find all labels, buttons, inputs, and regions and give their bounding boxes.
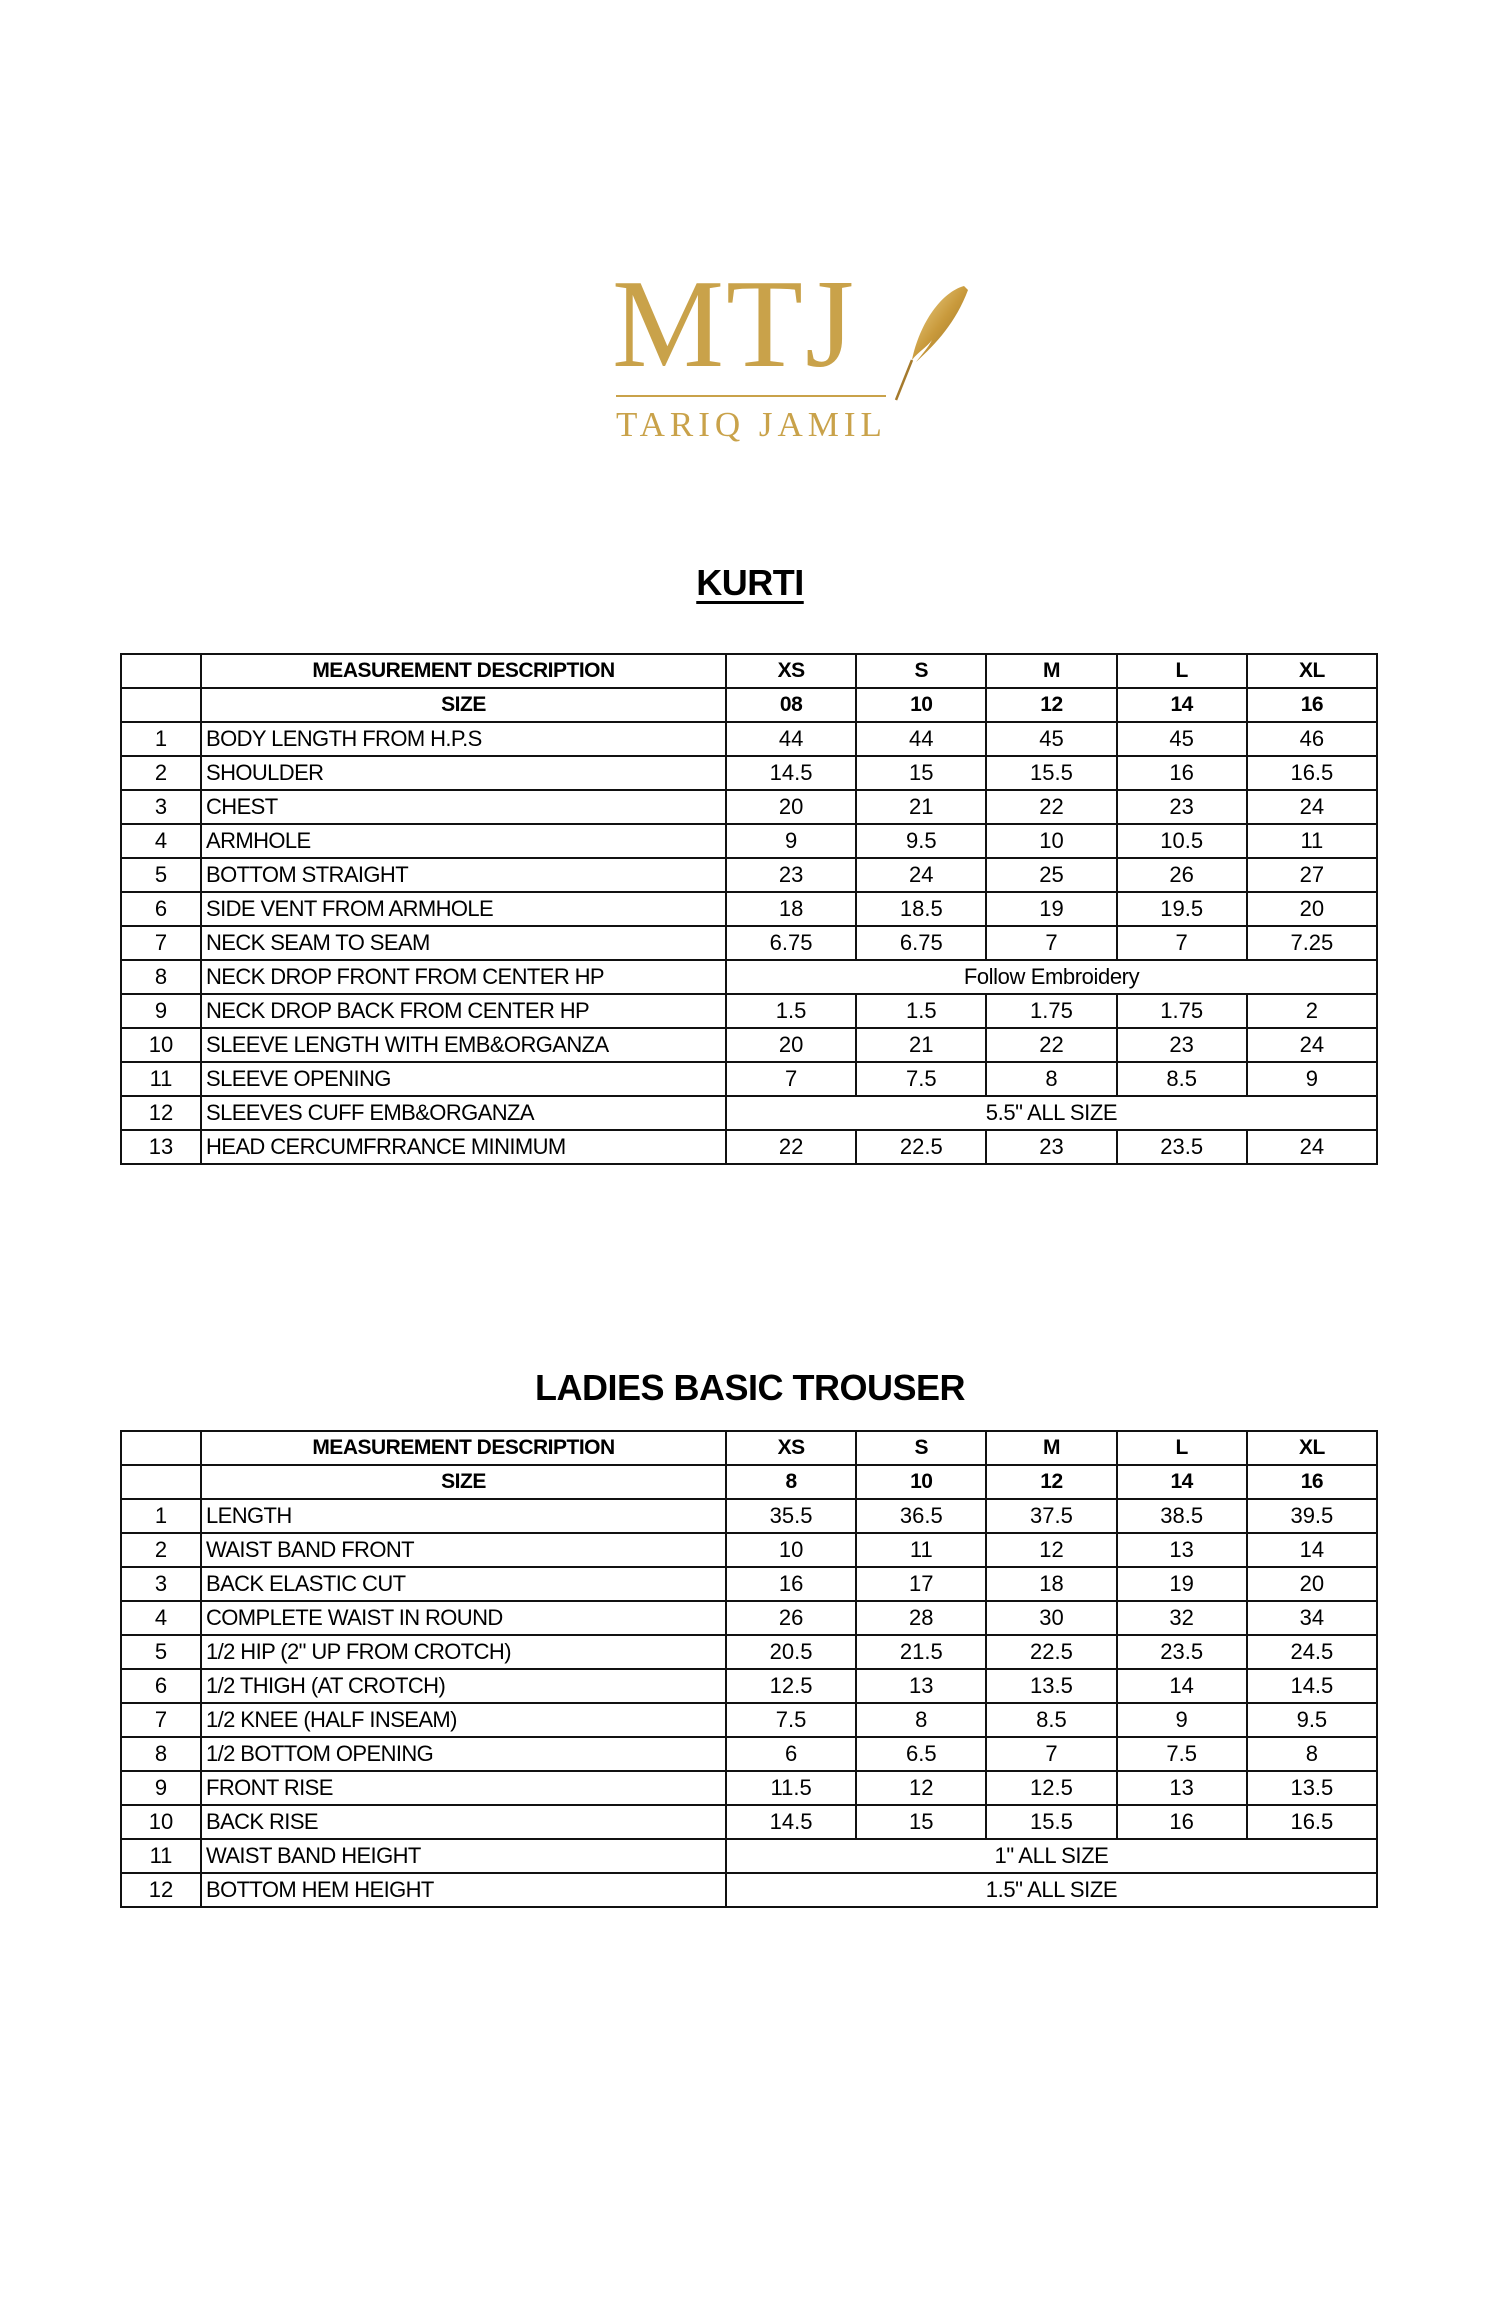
measurement-description: ARMHOLE	[201, 824, 726, 858]
measurement-value: 15	[856, 1805, 986, 1839]
brand-logo	[612, 255, 972, 452]
size-number-header: 10	[856, 1465, 986, 1499]
size-number-header: 8	[726, 1465, 856, 1499]
measurement-row	[121, 926, 1377, 960]
measurement-value: 11.5	[726, 1771, 856, 1805]
measurement-description: SLEEVES CUFF EMB&ORGANZA	[201, 1096, 726, 1130]
row-number: 6	[121, 1669, 201, 1703]
measurement-value: 24	[1247, 790, 1377, 824]
measurement-value: 23.5	[1117, 1635, 1247, 1669]
measurement-value: 46	[1247, 722, 1377, 756]
size-number-header: 16	[1247, 688, 1377, 722]
measurement-value: 45	[1117, 722, 1247, 756]
measurement-value: 20	[1247, 892, 1377, 926]
measurement-value: 23	[1117, 1028, 1247, 1062]
measurement-value: 8.5	[986, 1703, 1116, 1737]
measurement-value: 9	[1117, 1703, 1247, 1737]
measurement-value: 24.5	[1247, 1635, 1377, 1669]
row-number: 13	[121, 1130, 201, 1164]
logo-monogram: MTJ	[612, 255, 857, 394]
measurement-row	[121, 756, 1377, 790]
row-number: 12	[121, 1873, 201, 1907]
measurement-description: 1/2 BOTTOM OPENING	[201, 1737, 726, 1771]
measurement-value: 9	[726, 824, 856, 858]
measurement-description: WAIST BAND HEIGHT	[201, 1839, 726, 1873]
measurement-description: NECK SEAM TO SEAM	[201, 926, 726, 960]
measurement-description: NECK DROP BACK FROM CENTER HP	[201, 994, 726, 1028]
measurement-value: 1.75	[986, 994, 1116, 1028]
measurement-value: 27	[1247, 858, 1377, 892]
measurement-value: 23	[1117, 790, 1247, 824]
measurement-value: 21	[856, 790, 986, 824]
measurement-value: 13	[856, 1669, 986, 1703]
measurement-row	[121, 1062, 1377, 1096]
measurement-value: 1.75	[1117, 994, 1247, 1028]
measurement-description: LENGTH	[201, 1499, 726, 1533]
measurement-value: 14.5	[726, 756, 856, 790]
measurement-description: CHEST	[201, 790, 726, 824]
measurement-value: 24	[1247, 1130, 1377, 1164]
measurement-value: 20	[726, 790, 856, 824]
size-label: SIZE	[201, 688, 726, 722]
measurement-row	[121, 1737, 1377, 1771]
measurement-value: 18	[986, 1567, 1116, 1601]
measurement-value: 22	[986, 1028, 1116, 1062]
measurement-value: 12.5	[986, 1771, 1116, 1805]
measurement-value: 7	[726, 1062, 856, 1096]
measurement-value: 18.5	[856, 892, 986, 926]
measurement-description: HEAD CERCUMFRRANCE MINIMUM	[201, 1130, 726, 1164]
measurement-description: 1/2 THIGH (AT CROTCH)	[201, 1669, 726, 1703]
row-number: 4	[121, 1601, 201, 1635]
measurement-value: 20	[1247, 1567, 1377, 1601]
all-sizes-value: 5.5" ALL SIZE	[726, 1096, 1377, 1130]
row-number: 11	[121, 1839, 201, 1873]
measurement-value: 19.5	[1117, 892, 1247, 926]
measurement-row	[121, 722, 1377, 756]
measurement-row	[121, 1601, 1377, 1635]
measurement-row	[121, 1130, 1377, 1164]
measurement-value: 12.5	[726, 1669, 856, 1703]
measurement-row	[121, 1567, 1377, 1601]
measurement-value: 10	[726, 1533, 856, 1567]
size-column-header: XL	[1247, 654, 1377, 688]
measurement-value: 45	[986, 722, 1116, 756]
size-letter-header-row	[121, 1431, 1377, 1465]
row-number: 10	[121, 1805, 201, 1839]
measurement-value: 7.5	[856, 1062, 986, 1096]
size-label: SIZE	[201, 1465, 726, 1499]
measurement-row	[121, 994, 1377, 1028]
measurement-value: 21	[856, 1028, 986, 1062]
measurement-description: BOTTOM STRAIGHT	[201, 858, 726, 892]
measurement-value: 11	[856, 1533, 986, 1567]
measurement-value: 22.5	[856, 1130, 986, 1164]
measurement-description: FRONT RISE	[201, 1771, 726, 1805]
measurement-row	[121, 1533, 1377, 1567]
measurement-value: 14.5	[1247, 1669, 1377, 1703]
measurement-value: 44	[726, 722, 856, 756]
description-column-header: MEASUREMENT DESCRIPTION	[201, 654, 726, 688]
measurement-value: 8	[986, 1062, 1116, 1096]
row-number-header	[121, 654, 201, 688]
measurement-row	[121, 1805, 1377, 1839]
measurement-description: 1/2 HIP (2" UP FROM CROTCH)	[201, 1635, 726, 1669]
measurement-value: 7	[1117, 926, 1247, 960]
measurement-value: 16	[726, 1567, 856, 1601]
feather-quill-icon	[882, 282, 972, 402]
row-number: 8	[121, 960, 201, 994]
measurement-value: 12	[856, 1771, 986, 1805]
size-column-header: M	[986, 654, 1116, 688]
measurement-value: 16	[1117, 1805, 1247, 1839]
measurement-value: 28	[856, 1601, 986, 1635]
measurement-description: COMPLETE WAIST IN ROUND	[201, 1601, 726, 1635]
measurement-value: 1.5	[726, 994, 856, 1028]
measurement-value: 23	[726, 858, 856, 892]
logo-divider	[616, 395, 886, 397]
measurement-row	[121, 1635, 1377, 1669]
row-number: 7	[121, 926, 201, 960]
size-number-header: 12	[986, 688, 1116, 722]
measurement-value: 7.5	[726, 1703, 856, 1737]
kurti-section-title: KURTI	[696, 562, 804, 603]
trouser-size-chart-table	[120, 1430, 1378, 1908]
measurement-value: 22.5	[986, 1635, 1116, 1669]
row-number: 12	[121, 1096, 201, 1130]
measurement-value: 13.5	[986, 1669, 1116, 1703]
size-column-header: L	[1117, 654, 1247, 688]
measurement-value: 16.5	[1247, 1805, 1377, 1839]
measurement-value: 8	[1247, 1737, 1377, 1771]
row-number: 6	[121, 892, 201, 926]
measurement-row	[121, 824, 1377, 858]
measurement-value: 14	[1247, 1533, 1377, 1567]
measurement-value: 10	[986, 824, 1116, 858]
measurement-description: SHOULDER	[201, 756, 726, 790]
measurement-value: 26	[726, 1601, 856, 1635]
measurement-row	[121, 1839, 1377, 1873]
row-number: 5	[121, 1635, 201, 1669]
row-number: 5	[121, 858, 201, 892]
measurement-row	[121, 858, 1377, 892]
measurement-row	[121, 790, 1377, 824]
size-number-header: 10	[856, 688, 986, 722]
measurement-value: 21.5	[856, 1635, 986, 1669]
measurement-value: 15.5	[986, 1805, 1116, 1839]
measurement-value: 30	[986, 1601, 1116, 1635]
measurement-value: 13	[1117, 1771, 1247, 1805]
measurement-description: 1/2 KNEE (HALF INSEAM)	[201, 1703, 726, 1737]
size-column-header: XS	[726, 1431, 856, 1465]
measurement-value: 13.5	[1247, 1771, 1377, 1805]
measurement-value: 34	[1247, 1601, 1377, 1635]
measurement-value: 24	[856, 858, 986, 892]
measurement-value: 7.5	[1117, 1737, 1247, 1771]
measurement-value: 36.5	[856, 1499, 986, 1533]
measurement-value: 39.5	[1247, 1499, 1377, 1533]
measurement-description: BACK RISE	[201, 1805, 726, 1839]
measurement-description: BOTTOM HEM HEIGHT	[201, 1873, 726, 1907]
measurement-row	[121, 1499, 1377, 1533]
row-number: 4	[121, 824, 201, 858]
measurement-value: 37.5	[986, 1499, 1116, 1533]
measurement-value: 7.25	[1247, 926, 1377, 960]
size-number-header-row	[121, 688, 1377, 722]
measurement-value: 7	[986, 926, 1116, 960]
kurti-size-chart-table	[120, 653, 1378, 1165]
measurement-value: 8	[856, 1703, 986, 1737]
description-column-header: MEASUREMENT DESCRIPTION	[201, 1431, 726, 1465]
row-number: 8	[121, 1737, 201, 1771]
measurement-row	[121, 1669, 1377, 1703]
measurement-value: 13	[1117, 1533, 1247, 1567]
size-column-header: S	[856, 1431, 986, 1465]
measurement-value: 11	[1247, 824, 1377, 858]
measurement-value: 16	[1117, 756, 1247, 790]
size-column-header: XS	[726, 654, 856, 688]
measurement-row	[121, 892, 1377, 926]
measurement-value: 38.5	[1117, 1499, 1247, 1533]
size-number-header: 14	[1117, 688, 1247, 722]
all-sizes-value: 1.5" ALL SIZE	[726, 1873, 1377, 1907]
measurement-value: 44	[856, 722, 986, 756]
measurement-value: 18	[726, 892, 856, 926]
measurement-description: BACK ELASTIC CUT	[201, 1567, 726, 1601]
row-number: 11	[121, 1062, 201, 1096]
size-number-header: 08	[726, 688, 856, 722]
measurement-value: 22	[726, 1130, 856, 1164]
measurement-row	[121, 1096, 1377, 1130]
all-sizes-value: Follow Embroidery	[726, 960, 1377, 994]
measurement-value: 6.5	[856, 1737, 986, 1771]
measurement-value: 22	[986, 790, 1116, 824]
measurement-value: 9.5	[856, 824, 986, 858]
size-column-header: XL	[1247, 1431, 1377, 1465]
measurement-description: WAIST BAND FRONT	[201, 1533, 726, 1567]
measurement-value: 19	[986, 892, 1116, 926]
all-sizes-value: 1" ALL SIZE	[726, 1839, 1377, 1873]
row-number: 9	[121, 1771, 201, 1805]
measurement-row	[121, 1028, 1377, 1062]
trouser-section-title: LADIES BASIC TROUSER	[534, 1367, 966, 1408]
size-column-header: S	[856, 654, 986, 688]
size-letter-header-row	[121, 654, 1377, 688]
size-column-header: M	[986, 1431, 1116, 1465]
measurement-value: 23.5	[1117, 1130, 1247, 1164]
measurement-row	[121, 1703, 1377, 1737]
measurement-row	[121, 1873, 1377, 1907]
measurement-value: 7	[986, 1737, 1116, 1771]
measurement-description: SLEEVE LENGTH WITH EMB&ORGANZA	[201, 1028, 726, 1062]
row-number: 3	[121, 1567, 201, 1601]
measurement-value: 32	[1117, 1601, 1247, 1635]
measurement-value: 9.5	[1247, 1703, 1377, 1737]
measurement-description: SIDE VENT FROM ARMHOLE	[201, 892, 726, 926]
measurement-value: 35.5	[726, 1499, 856, 1533]
measurement-value: 14	[1117, 1669, 1247, 1703]
measurement-value: 6	[726, 1737, 856, 1771]
measurement-value: 12	[986, 1533, 1116, 1567]
size-number-header: 14	[1117, 1465, 1247, 1499]
measurement-value: 2	[1247, 994, 1377, 1028]
measurement-value: 6.75	[726, 926, 856, 960]
measurement-value: 16.5	[1247, 756, 1377, 790]
row-number: 2	[121, 1533, 201, 1567]
measurement-value: 19	[1117, 1567, 1247, 1601]
measurement-row	[121, 960, 1377, 994]
measurement-description: BODY LENGTH FROM H.P.S	[201, 722, 726, 756]
size-number-header: 16	[1247, 1465, 1377, 1499]
measurement-value: 23	[986, 1130, 1116, 1164]
row-number: 7	[121, 1703, 201, 1737]
measurement-value: 14.5	[726, 1805, 856, 1839]
row-number: 3	[121, 790, 201, 824]
measurement-value: 25	[986, 858, 1116, 892]
size-column-header: L	[1117, 1431, 1247, 1465]
measurement-row	[121, 1771, 1377, 1805]
measurement-value: 15.5	[986, 756, 1116, 790]
measurement-value: 1.5	[856, 994, 986, 1028]
measurement-value: 20.5	[726, 1635, 856, 1669]
measurement-value: 15	[856, 756, 986, 790]
row-number: 9	[121, 994, 201, 1028]
measurement-value: 26	[1117, 858, 1247, 892]
size-number-header: 12	[986, 1465, 1116, 1499]
measurement-description: SLEEVE OPENING	[201, 1062, 726, 1096]
row-number-header	[121, 1465, 201, 1499]
measurement-value: 24	[1247, 1028, 1377, 1062]
measurement-value: 8.5	[1117, 1062, 1247, 1096]
row-number: 1	[121, 722, 201, 756]
logo-brand-name: TARIQ JAMIL	[616, 405, 887, 444]
size-number-header-row	[121, 1465, 1377, 1499]
measurement-value: 20	[726, 1028, 856, 1062]
row-number-header	[121, 1431, 201, 1465]
row-number: 1	[121, 1499, 201, 1533]
measurement-value: 17	[856, 1567, 986, 1601]
measurement-value: 9	[1247, 1062, 1377, 1096]
row-number: 10	[121, 1028, 201, 1062]
row-number-header	[121, 688, 201, 722]
row-number: 2	[121, 756, 201, 790]
measurement-value: 6.75	[856, 926, 986, 960]
measurement-description: NECK DROP FRONT FROM CENTER HP	[201, 960, 726, 994]
measurement-value: 10.5	[1117, 824, 1247, 858]
